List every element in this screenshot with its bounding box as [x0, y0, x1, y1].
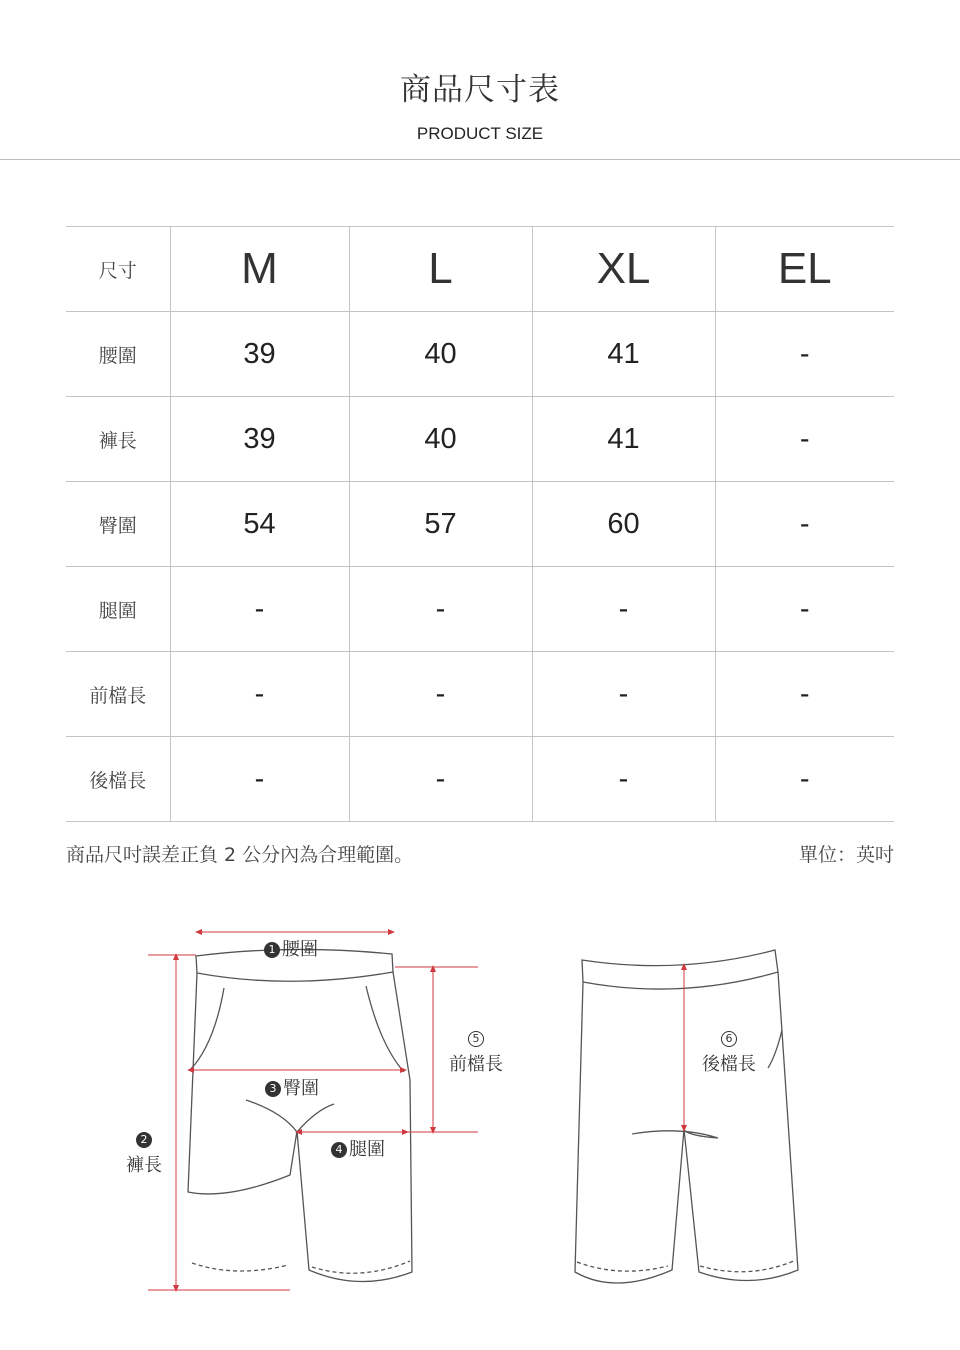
table-cell: -: [532, 652, 715, 737]
number-badge: 1: [264, 942, 280, 958]
table-cell: -: [715, 482, 894, 567]
table-cell: -: [715, 737, 894, 822]
table-cell: 57: [349, 482, 532, 567]
table-cell: -: [170, 737, 349, 822]
table-row-hip: [66, 482, 894, 567]
size-el: EL: [715, 227, 894, 312]
shorts-illustration: [0, 900, 960, 1320]
size-header-label: 尺寸: [66, 227, 170, 312]
number-badge: 6: [721, 1031, 737, 1047]
front-pocket-right: [366, 986, 404, 1072]
table-cell: 39: [170, 312, 349, 397]
size-xl: XL: [532, 227, 715, 312]
table-cell: -: [170, 567, 349, 652]
note-row: [66, 840, 894, 868]
row-label: 後檔長: [66, 737, 170, 822]
table-cell: -: [532, 567, 715, 652]
table-row-length: [66, 397, 894, 482]
table-cell: 39: [170, 397, 349, 482]
row-label: 腰圍: [66, 312, 170, 397]
header-divider: [0, 159, 960, 160]
table-cell: -: [715, 652, 894, 737]
table-cell: 40: [349, 312, 532, 397]
header: [0, 0, 960, 161]
table-row-thigh: [66, 567, 894, 652]
number-badge: 5: [468, 1031, 484, 1047]
table-cell: -: [349, 652, 532, 737]
page-title: 商品尺寸表: [400, 72, 560, 108]
front-hem-right: [312, 1261, 410, 1273]
front-hem-left: [192, 1263, 288, 1271]
back-hem-left: [577, 1262, 668, 1271]
table-cell: -: [349, 567, 532, 652]
number-badge: 4: [331, 1142, 347, 1158]
table-row-back-rise: [66, 737, 894, 822]
front-shorts: [188, 949, 412, 1281]
back-rise-label: 6 後檔長: [702, 1032, 756, 1075]
length-label: 2 褲長: [126, 1133, 162, 1176]
back-shorts: [575, 950, 798, 1283]
table-cell: 60: [532, 482, 715, 567]
unit-label: 單位：英吋: [798, 844, 894, 866]
size-l: L: [349, 227, 532, 312]
thigh-label: 4 腿圍: [331, 1135, 385, 1161]
table-cell: -: [170, 652, 349, 737]
table-cell: -: [715, 312, 894, 397]
row-label: 前檔長: [66, 652, 170, 737]
row-label: 臀圍: [66, 482, 170, 567]
back-waistband: [582, 950, 778, 989]
size-m: M: [170, 227, 349, 312]
table-cell: 41: [532, 312, 715, 397]
table-cell: -: [715, 397, 894, 482]
back-hem-right: [700, 1260, 796, 1272]
table-cell: -: [532, 737, 715, 822]
back-dart: [768, 1030, 782, 1068]
hip-label: 3 臀圍: [265, 1074, 319, 1100]
front-rise-label: 5 前檔長: [449, 1032, 503, 1075]
size-header-row: [66, 227, 894, 312]
table-row-front-rise: [66, 652, 894, 737]
tolerance-note: 商品尺吋誤差正負 2 公分內為合理範圍。: [66, 844, 414, 866]
table-row-waist: [66, 312, 894, 397]
size-table: [66, 226, 894, 822]
back-crotch-fold: [632, 1130, 718, 1138]
table-cell: -: [715, 567, 894, 652]
back-outline: [575, 972, 798, 1283]
row-label: 腿圍: [66, 567, 170, 652]
table-cell: 54: [170, 482, 349, 567]
table-cell: -: [349, 737, 532, 822]
row-label: 褲長: [66, 397, 170, 482]
measurement-diagram: [0, 900, 960, 1320]
table-cell: 41: [532, 397, 715, 482]
number-badge: 3: [265, 1081, 281, 1097]
waist-label: 1 腰圍: [264, 935, 318, 961]
front-crotch-fold: [246, 1100, 334, 1132]
table-cell: 40: [349, 397, 532, 482]
number-badge: 2: [136, 1132, 152, 1148]
page-subtitle: PRODUCT SIZE: [416, 124, 544, 143]
front-outline: [188, 972, 412, 1282]
